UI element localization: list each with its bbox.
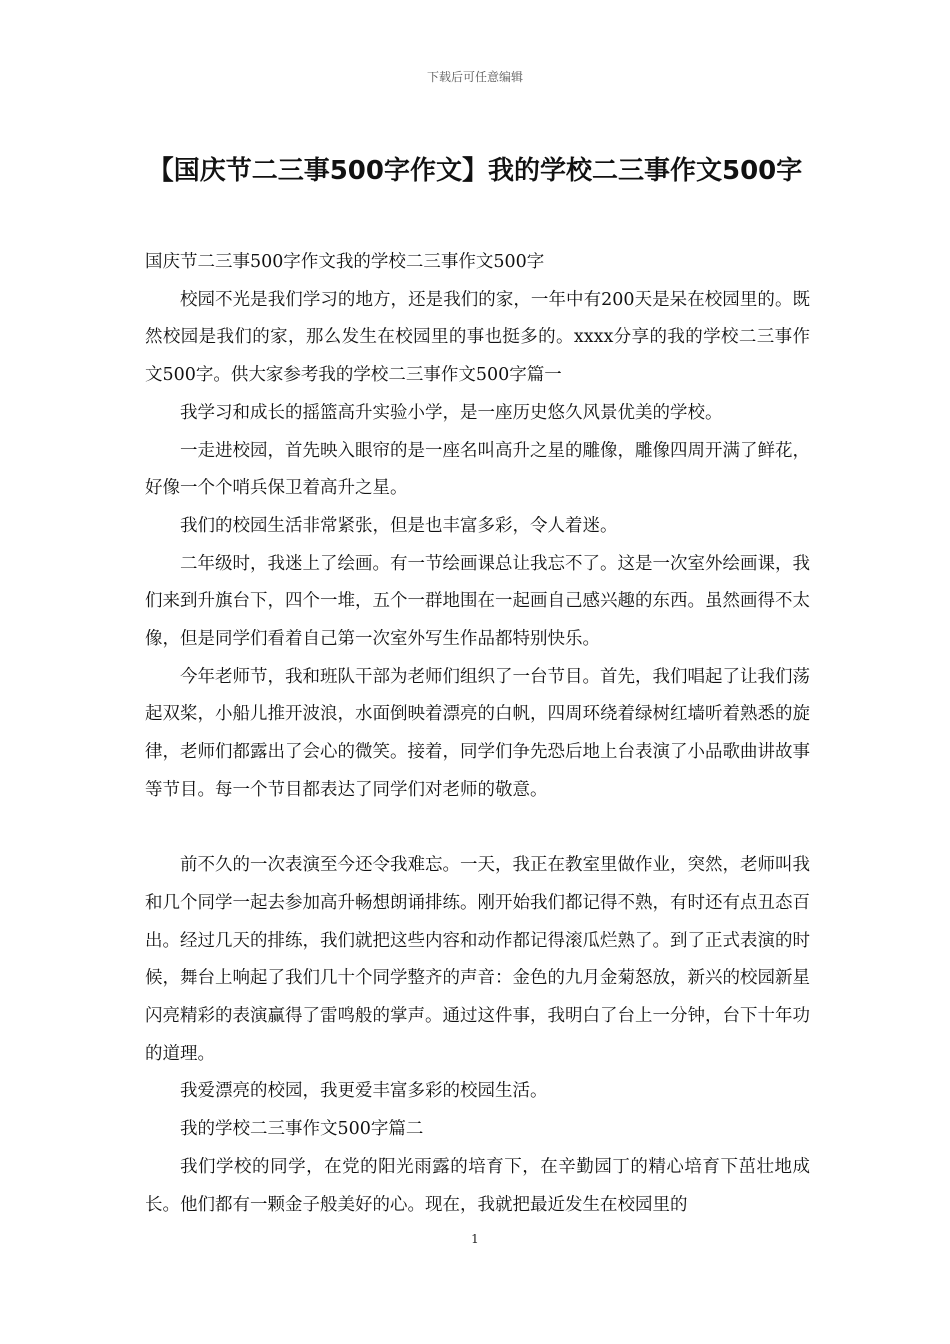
paragraph: 我爱漂亮的校园，我更爱丰富多彩的校园生活。 [180, 1081, 548, 1102]
paragraph: 一走进校园，首先映入眼帘的是一座名叫高升之星的雕像，雕像四周开满了鲜花，好像一个个哨兵保卫着高升之星。 [145, 440, 810, 499]
paragraph: 我们的校园生活非常紧张，但是也丰富多彩，令人着迷。 [180, 515, 618, 536]
paragraph: 我学习和成长的摇篮高升实验小学，是一座历史悠久风景优美的学校。 [180, 402, 723, 423]
paragraph-spacer [145, 810, 810, 848]
subtitle-line: 国庆节二三事500字作文我的学校二三事作文500字 [145, 252, 545, 272]
paragraph: 我们学校的同学，在党的阳光雨露的培育下，在辛勤园丁的精心培育下茁壮地成长。他们都有一颗金子般美好的心。现在，我就把最近发生在校园里的 [145, 1156, 810, 1215]
page-header: 下载后可任意编辑 [426, 70, 523, 84]
page-number: 1 [471, 1232, 479, 1246]
paragraph: 今年老师节，我和班队干部为老师们组织了一台节目。首先，我们唱起了让我们荡起双桨，小船儿推开波浪，水面倒映着漂亮的白帆，四周环绕着绿树红墙听着熟悉的旋律，老师们都露出了会心的微笑。接着，同学们争先恐后地上台表演了小品歌曲讲故事等节目。每一个节目都表达了同学们对老师的敬意。 [145, 666, 810, 800]
document-body [145, 244, 810, 1224]
section-heading: 我的学校二三事作文500字篇二 [180, 1119, 424, 1140]
paragraph: 校园不光是我们学习的地方，还是我们的家，一年中有200天是呆在校园里的。既然校园是我们的家，那么发生在校园里的事也挺多的。xxxx分享的我的学校二三事作文500字。供大家参考我的学校二三事作文500字篇一 [145, 289, 810, 386]
paragraph: 二年级时，我迷上了绘画。有一节绘画课总让我忘不了。这是一次室外绘画课，我们来到升旗台下，四个一堆，五个一群地围在一起画自己感兴趣的东西。虽然画得不太像，但是同学们看着自己第一次室外写生作品都特别快乐。 [145, 553, 810, 650]
document-title: 【国庆节二三事500字作文】我的学校二三事作文500字 [147, 156, 803, 186]
paragraph: 前不久的一次表演至今还令我难忘。一天，我正在教室里做作业，突然，老师叫我和几个同学一起去参加高升畅想朗诵排练。刚开始我们都记得不熟，有时还有点丑态百出。经过几天的排练，我们就把这些内容和动作都记得滚瓜烂熟了。到了正式表演的时候，舞台上响起了我们几十个同学整齐的声音：金色的九月金菊怒放，新兴的校园新星闪亮精彩的表演赢得了雷鸣般的掌声。通过这件事，我明白了台上一分钟，台下十年功的道理。 [145, 855, 810, 1064]
